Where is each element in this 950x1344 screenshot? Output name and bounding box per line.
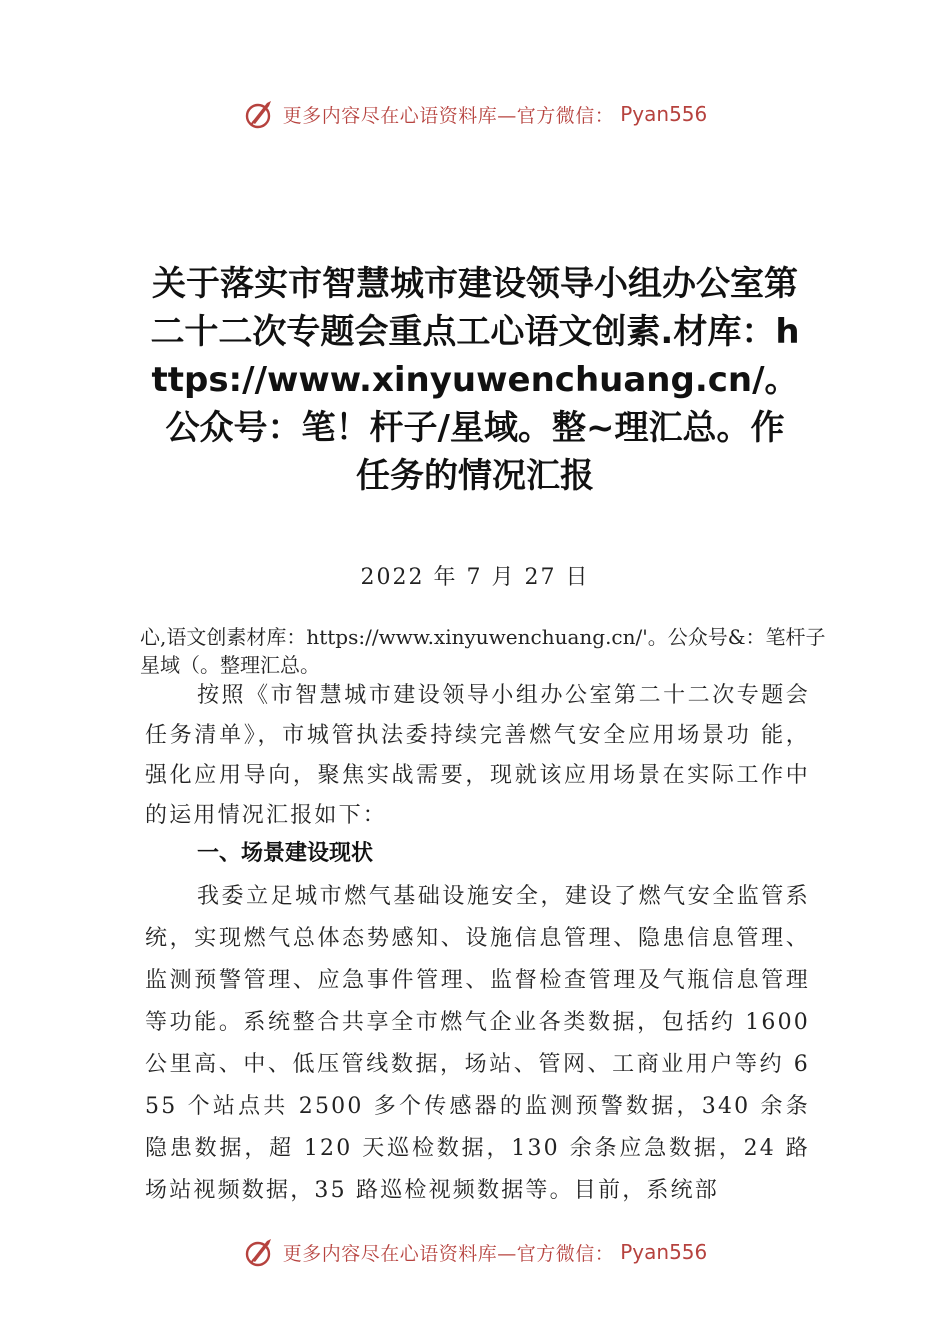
document-title: 关于落实市智慧城市建设领导小组办公室第二十二次专题会重点工心语文创素.材库：https://www.xinyuwenchuang.cn/。公众号：笔！杆子/星域。整~理汇总。作任务的情况汇报 <box>150 264 800 496</box>
watermark-wechat-id: Pyan556 <box>620 102 708 126</box>
inline-note: 心,语文创素材库：https://www.xinyuwenchuang.cn/'。公众号&：笔杆子星域（。整理汇总。 <box>140 625 826 677</box>
quill-logo-icon <box>243 1235 277 1269</box>
watermark-footer <box>0 1232 950 1272</box>
watermark-header <box>0 94 950 134</box>
watermark-text: 更多内容尽在心语资料库—官方微信： <box>282 1242 615 1265</box>
quill-logo-icon <box>243 97 277 131</box>
watermark-wechat-id: Pyan556 <box>620 1240 708 1264</box>
document-date: 2022 年 7 月 27 日 <box>360 565 590 590</box>
paragraph-intro: 按照《市智慧城市建设领导小组办公室第二十二次专题会任务清单》，市城管执法委持续完善燃气安全应用场景功 能，强化应用导向，聚焦实战需要，现就该应用场景在实际工作中的运用情况汇报如下： <box>145 683 810 828</box>
section-heading-1: 一、场景建设现状 <box>197 841 374 866</box>
paragraph-scene-status: 我委立足城市燃气基础设施安全，建设了燃气安全监管系统，实现燃气总体态势感知、设施信息管理、隐患信息管理、监测预警管理、应急事件管理、监督检查管理及气瓶信息管理等功能。系统整合共享全市燃气企业各类数据，包括约 1600 公里高、中、低压管线数据，场站、管网、工商业用户等约 655 个站点共 2500 多个传感器的监测预警数据，340 余条隐患数据，超 120 天巡检数据，130 余条应急数据，24 路场站视频数据，35 路巡检视频数据等。目前，系统部 <box>145 884 810 1203</box>
watermark-text: 更多内容尽在心语资料库—官方微信： <box>282 104 615 127</box>
